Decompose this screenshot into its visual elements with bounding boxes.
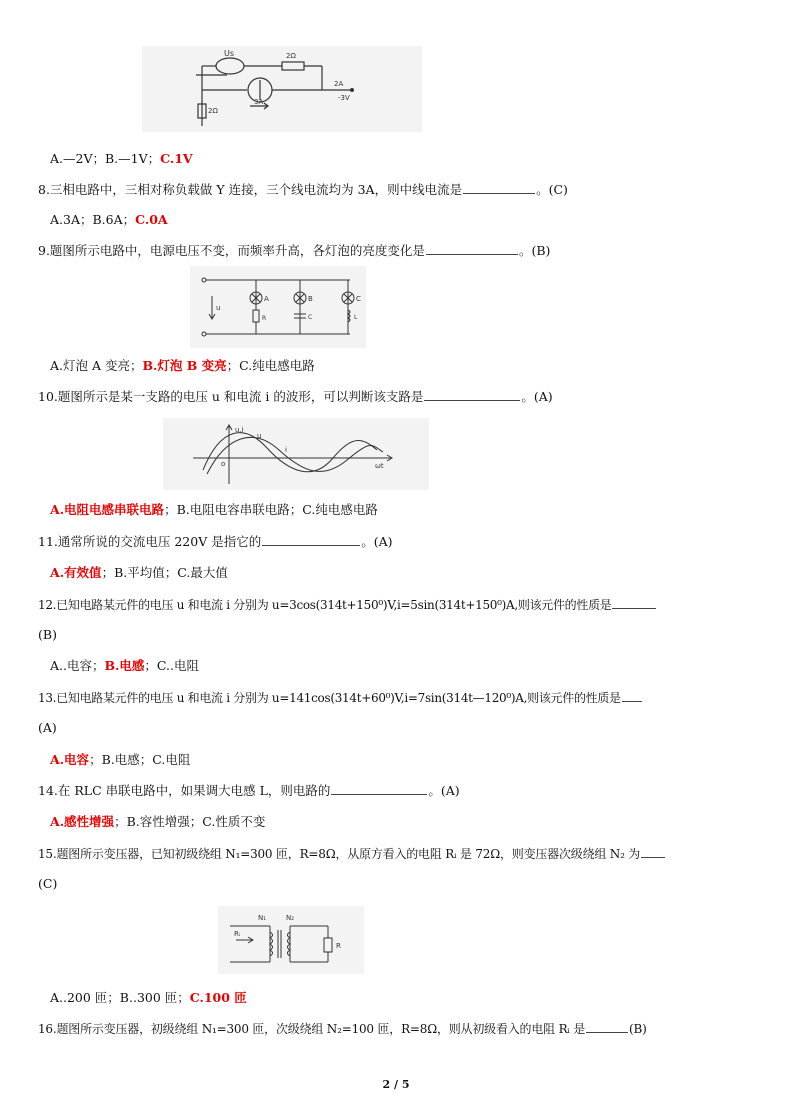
q10-answer-key: 。(A) <box>521 389 553 404</box>
figure-q15-transformer <box>218 906 364 974</box>
fig9-resistor-label: R <box>262 315 267 322</box>
q16-question <box>38 1021 647 1037</box>
fig15-r-label: R <box>336 942 341 950</box>
fig7-current-label: 2A <box>334 80 344 88</box>
q14-question <box>38 783 460 799</box>
q11-question <box>38 534 393 550</box>
q13-answer: A.电容 <box>50 752 90 767</box>
fig7-source-label: 3A <box>254 98 264 106</box>
fig9-lamp-a-label: A <box>264 295 269 303</box>
q12-option-c: ；C..电阻 <box>144 658 199 673</box>
q15-question <box>38 846 666 862</box>
q13-blank <box>622 691 642 702</box>
q10-answer: A.电阻电感串联电路 <box>50 502 165 517</box>
fig10-origin-label: o <box>221 460 226 468</box>
q9-answer-key: 。(B) <box>518 243 551 258</box>
page-number: 2 / 5 <box>382 1078 410 1091</box>
figure-q9-circuit <box>190 266 366 348</box>
q9-blank <box>426 244 518 255</box>
fig7-r1-label: 2Ω <box>286 52 296 60</box>
q11-text: 11.通常所说的交流电压 220V 是指它的 <box>38 534 262 549</box>
fig15-ri-label: Rᵢ <box>234 930 241 938</box>
q15-option-ab: A..200 匝；B..300 匝； <box>50 990 190 1005</box>
q7-options <box>50 151 193 167</box>
transformer-diagram-q15 <box>218 906 364 974</box>
figure-q10-waveform <box>163 418 429 490</box>
q15-options <box>50 990 247 1006</box>
q12-answer-key: (B) <box>38 627 57 642</box>
q13-question <box>38 690 643 706</box>
q12-option-a: A..电容； <box>50 658 105 673</box>
q15-answer-key: (C) <box>38 876 58 891</box>
q16-answer-key: (B) <box>629 1022 647 1036</box>
fig10-i-label: i <box>285 446 287 454</box>
circuit-diagram-q9 <box>190 266 366 348</box>
q14-text: 14.在 RLC 串联电路中，如果调大电感 L，则电路的 <box>38 783 331 798</box>
fig15-n2-label: N₂ <box>286 914 295 922</box>
q14-options <box>50 814 265 830</box>
q11-options <box>50 565 228 581</box>
q12-blank <box>612 598 656 609</box>
q12-question <box>38 597 657 613</box>
q9-text: 9.题图所示电路中，电源电压不变，而频率升高，各灯泡的亮度变化是 <box>38 243 425 258</box>
figure-q7-circuit <box>142 46 422 132</box>
waveform-diagram-q10 <box>163 418 429 490</box>
fig9-inductor-label: L <box>354 314 358 321</box>
circuit-diagram-q7 <box>142 46 422 132</box>
q9-option-c: ；C.纯电感电路 <box>226 358 315 373</box>
q8-option-ab: A.3A；B.6A； <box>50 212 136 227</box>
q8-answer: C.0A <box>135 212 168 227</box>
q10-option-rest: ；B.电阻电容串联电路；C.纯电感电路 <box>164 502 378 517</box>
q15-text: 15.题图所示变压器，已知初级绕组 N₁=300 匝，R=8Ω，从原方看入的电阻 Rᵢ 是 72Ω，则变压器次级绕组 N₂ 为 <box>38 847 641 861</box>
fig10-u-label: u <box>257 432 262 440</box>
fig9-source-u-label: u <box>216 304 221 312</box>
q7-answer: C.1V <box>160 151 193 166</box>
q11-option-rest: ；B.平均值；C.最大值 <box>101 565 228 580</box>
fig9-lamp-b-label: B <box>308 295 313 303</box>
q8-blank <box>463 183 535 194</box>
q8-options <box>50 212 168 228</box>
q16-text: 16.题图所示变压器，初级绕组 N₁=300 匝，次级绕组 N₂=100 匝，R=8Ω，则从初级看入的电阻 Rᵢ 是 <box>38 1022 586 1036</box>
q13-options <box>50 752 190 768</box>
q9-options <box>50 358 315 374</box>
q16-blank <box>586 1022 628 1033</box>
q9-option-a: A.灯泡 A 变亮； <box>50 358 143 373</box>
q12-answer: B.电感 <box>104 658 145 673</box>
q10-question <box>38 389 553 405</box>
q10-options <box>50 502 378 518</box>
q12-options <box>50 658 199 674</box>
fig7-us-label: Us <box>224 49 235 58</box>
fig10-axis-ui-label: u,i <box>235 426 244 434</box>
q13-answer-key: (A) <box>38 720 57 735</box>
q15-answer: C.100 匝 <box>189 990 247 1005</box>
q11-blank <box>262 535 360 546</box>
fig9-capacitor-label: C <box>308 314 313 321</box>
q14-option-rest: ；B.容性增强；C.性质不变 <box>114 814 266 829</box>
q14-blank <box>331 784 427 795</box>
q13-option-rest: ；B.电感；C.电阻 <box>89 752 191 767</box>
q7-option-ab: A.—2V；B.—1V； <box>50 151 161 166</box>
q9-answer: B.灯泡 B 变亮 <box>142 358 227 373</box>
q9-question <box>38 243 550 259</box>
q8-answer-key: 。(C) <box>536 182 568 197</box>
q11-answer-key: 。(A) <box>361 534 393 549</box>
q14-answer-key: 。(A) <box>428 783 460 798</box>
q8-question <box>38 182 568 198</box>
q10-text: 10.题图所示是某一支路的电压 u 和电流 i 的波形，可以判断该支路是 <box>38 389 424 404</box>
q11-answer: A.有效值 <box>50 565 102 580</box>
q12-text: 12.已知电路某元件的电压 u 和电流 i 分别为 u=3cos(314t+150⁰)V,i=5sin(314t+150⁰)A,则该元件的性质是 <box>38 598 612 612</box>
fig7-r2-label: 2Ω <box>208 107 218 115</box>
fig10-axis-wt-label: ωt <box>375 462 384 470</box>
q14-answer: A.感性增强 <box>50 814 115 829</box>
q8-text: 8.三相电路中，三相对称负载做 Y 连接，三个线电流均为 3A，则中线电流是 <box>38 182 463 197</box>
q15-blank <box>641 847 665 858</box>
q10-blank <box>424 390 520 401</box>
fig9-lamp-c-label: C <box>356 295 361 303</box>
q13-text: 13.已知电路某元件的电压 u 和电流 i 分别为 u=141cos(314t+60⁰)V,i=7sin(314t—120⁰)A,则该元件的性质是 <box>38 691 621 705</box>
fig15-n1-label: N₁ <box>258 914 267 922</box>
fig7-voltage-label: -3V <box>338 94 350 102</box>
